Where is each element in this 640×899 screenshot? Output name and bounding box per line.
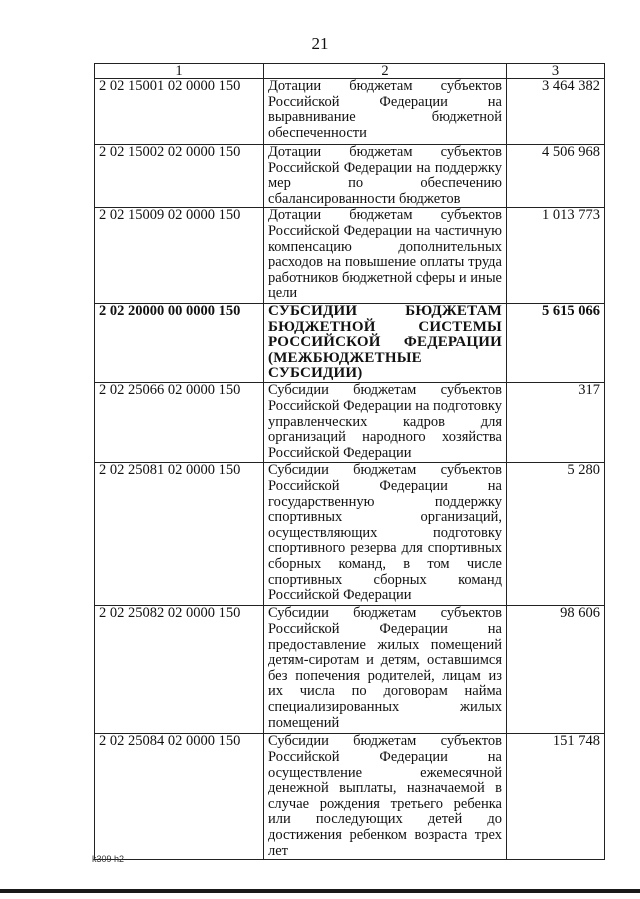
budget-code: 2 02 15001 02 0000 150: [95, 79, 264, 145]
budget-code: 2 02 25082 02 0000 150: [95, 606, 264, 734]
table-row: [95, 304, 605, 383]
row-amount: 317: [507, 383, 605, 463]
row-amount: 151 748: [507, 734, 605, 860]
table-row: [95, 734, 605, 860]
row-amount: 4 506 968: [507, 145, 605, 208]
table-row: [95, 208, 605, 304]
row-description: Субсидии бюджетам субъектов Российской Федерации на предоставление жилых помещений детям-сиротам и детям, оставшимся без попечения родителей, лицам из их числа по договорам найма специализированных жилых помещений: [264, 606, 507, 734]
budget-code: 2 02 20000 00 0000 150: [95, 304, 264, 383]
budget-code: 2 02 25081 02 0000 150: [95, 463, 264, 606]
table-row: [95, 79, 605, 145]
table-row: [95, 145, 605, 208]
budget-table: [94, 63, 605, 860]
row-amount: 5 280: [507, 463, 605, 606]
budget-code: 2 02 25084 02 0000 150: [95, 734, 264, 860]
footer-code: k309 h2: [92, 854, 125, 864]
row-description: Дотации бюджетам субъектов Российской Федерации на частичную компенсацию дополнительных расходов на повышение оплаты труда работников бюджетной сферы и иные цели: [264, 208, 507, 304]
row-amount: 5 615 066: [507, 304, 605, 383]
table-row: [95, 606, 605, 734]
row-amount: 3 464 382: [507, 79, 605, 145]
budget-code: 2 02 15002 02 0000 150: [95, 145, 264, 208]
row-description: Дотации бюджетам субъектов Российской Федерации на выравнивание бюджетной обеспеченности: [264, 79, 507, 145]
column-header-3: 3: [507, 64, 605, 79]
row-description: Субсидии бюджетам субъектов Российской Федерации на осуществление ежемесячной денежной выплаты, назначаемой в случае рождения третьего ребенка или последующих детей до достижения ребенком возраста трех лет: [264, 734, 507, 860]
row-amount: 1 013 773: [507, 208, 605, 304]
column-header-1: 1: [95, 64, 264, 79]
budget-code: 2 02 25066 02 0000 150: [95, 383, 264, 463]
header-row: [95, 64, 605, 79]
table-row: [95, 463, 605, 606]
page-number: 21: [311, 34, 329, 53]
table-row: [95, 383, 605, 463]
row-description: Субсидии бюджетам субъектов Российской Федерации на подготовку управленческих кадров для организаций народного хозяйства Российской Федерации: [264, 383, 507, 463]
row-description: СУБСИДИИ БЮДЖЕТАМ БЮДЖЕТНОЙ СИСТЕМЫ РОССИЙСКОЙ ФЕДЕРАЦИИ (МЕЖБЮДЖЕТНЫЕ СУБСИДИИ): [264, 304, 507, 383]
row-description: Субсидии бюджетам субъектов Российской Федерации на государственную поддержку спортивных организаций, осуществляющих подготовку спортивного резерва для спортивных сборных команд, в том числе спортивных сборных команд Российской Федерации: [264, 463, 507, 606]
bottom-divider: [0, 889, 640, 893]
row-description: Дотации бюджетам субъектов Российской Федерации на поддержку мер по обеспечению сбалансированности бюджетов: [264, 145, 507, 208]
row-amount: 98 606: [507, 606, 605, 734]
column-header-2: 2: [264, 64, 507, 79]
budget-code: 2 02 15009 02 0000 150: [95, 208, 264, 304]
